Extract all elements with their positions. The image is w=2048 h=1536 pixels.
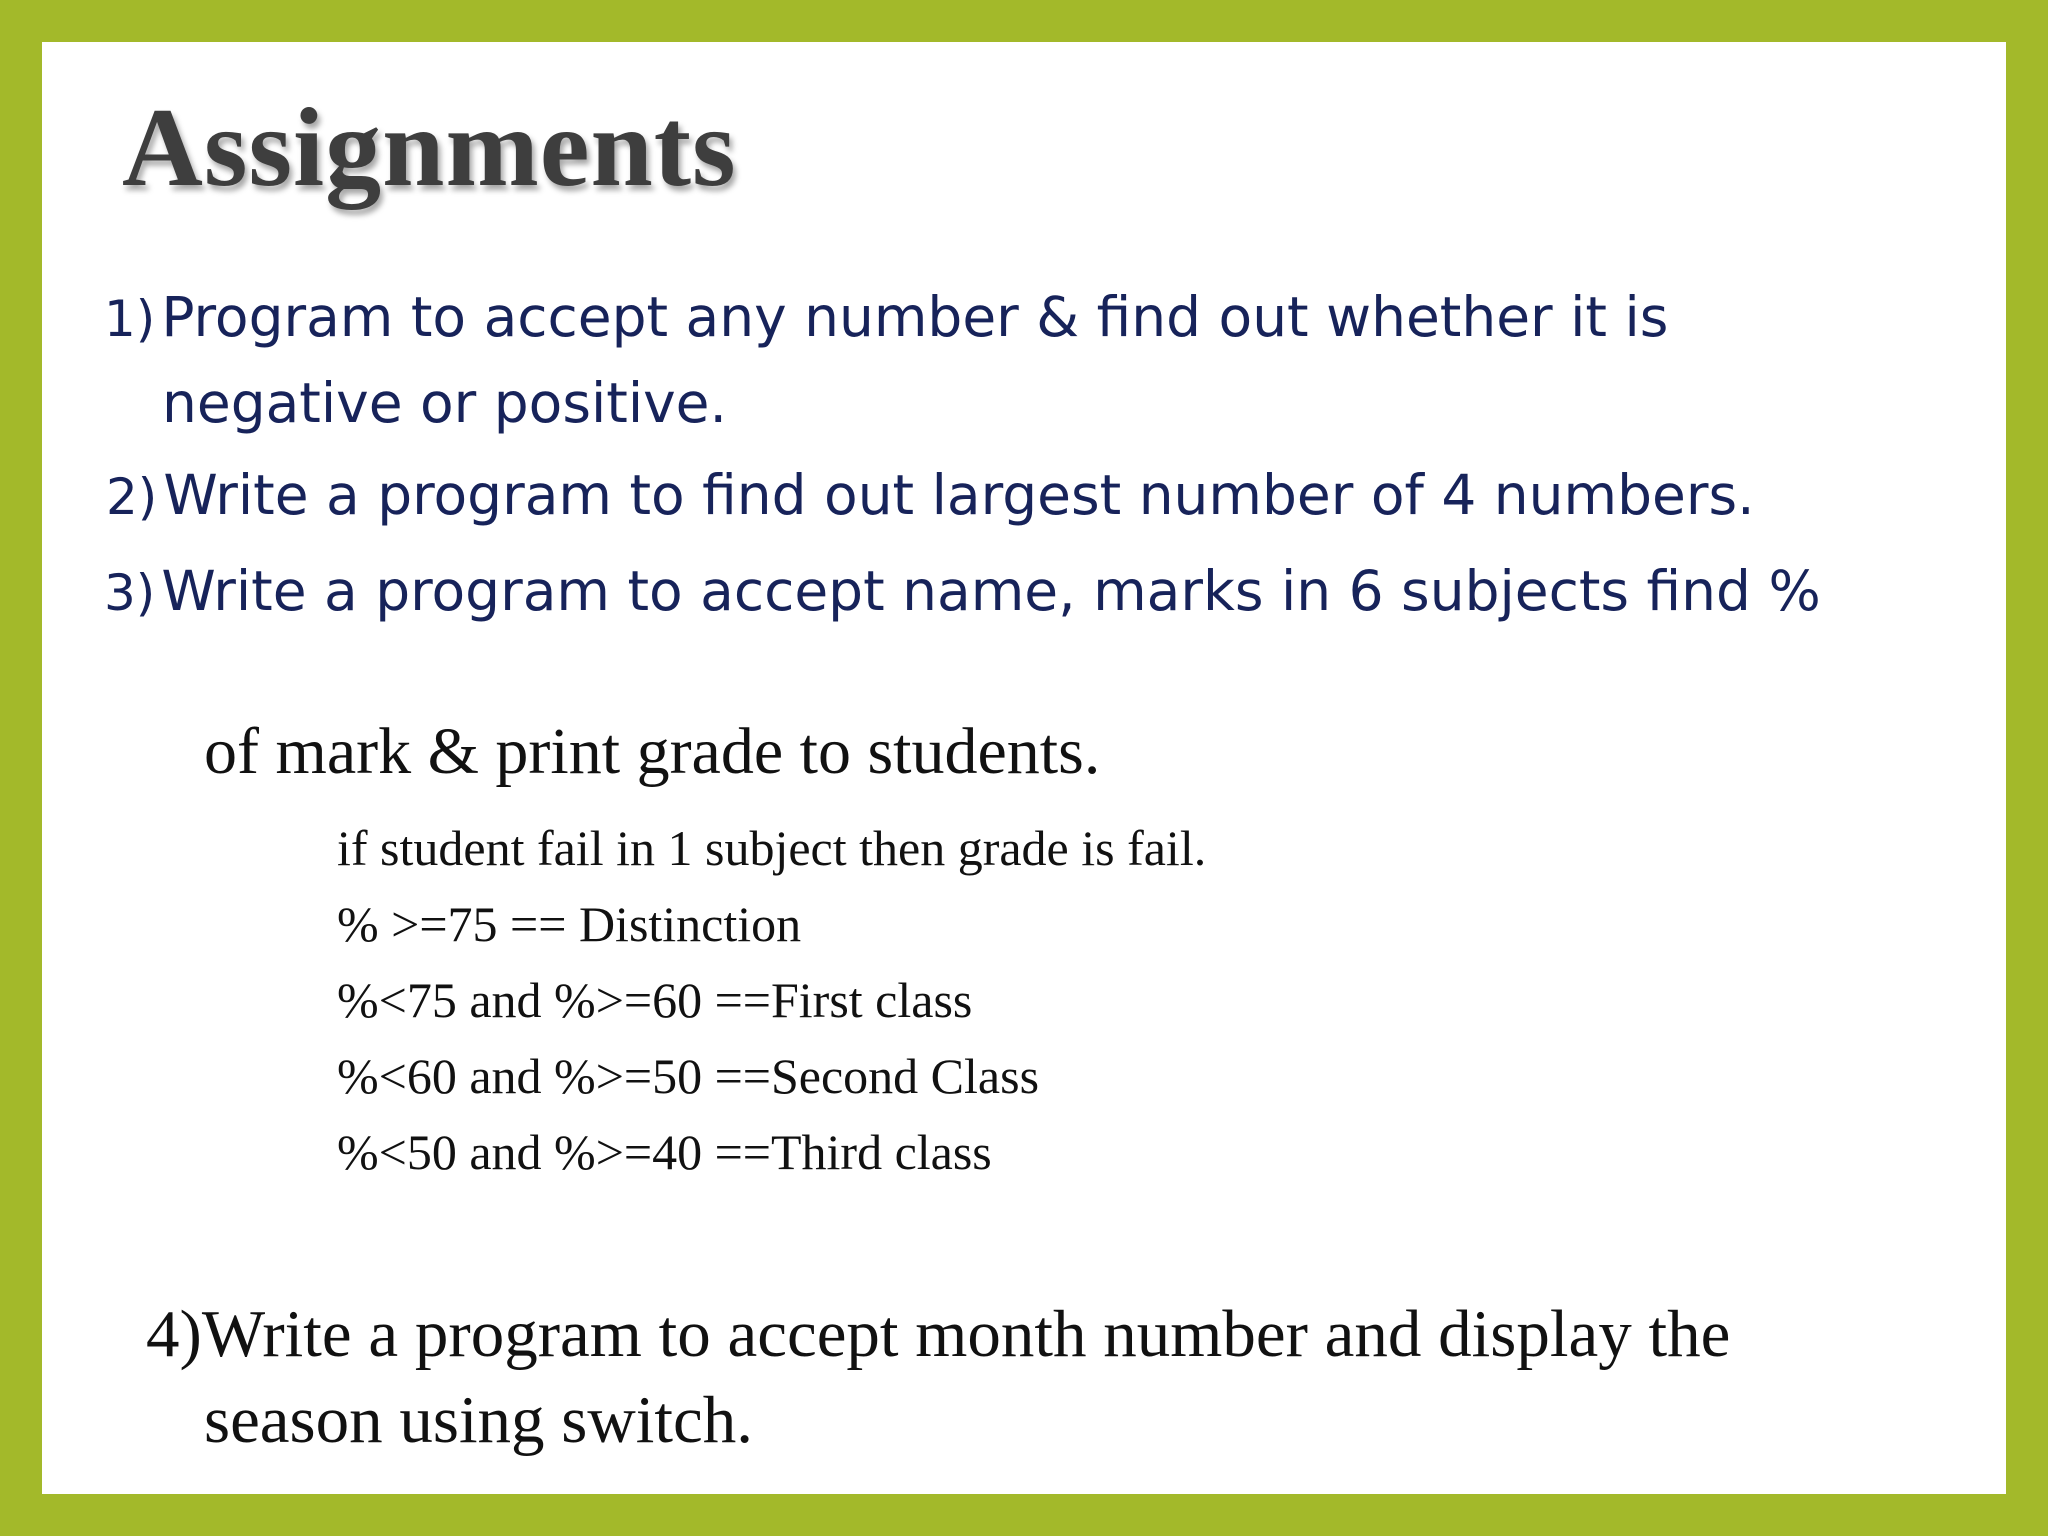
grade-rule: %<75 and %>=60 ==First class	[337, 972, 973, 1028]
slide	[42, 42, 2006, 1494]
grade-rules	[337, 810, 1206, 1190]
grade-rule: %<50 and %>=40 ==Third class	[337, 1124, 992, 1180]
question-4-continuation: season using switch.	[204, 1383, 753, 1457]
question-1	[104, 278, 1668, 358]
grade-rule: %<60 and %>=50 ==Second Class	[337, 1048, 1040, 1104]
question-3-continuation: of mark & print grade to students.	[204, 715, 1101, 788]
question-4	[146, 1296, 1730, 1373]
question-4-number: 4)	[146, 1297, 202, 1371]
question-1-continuation: negative or positive.	[162, 371, 727, 435]
question-3	[104, 552, 1821, 632]
question-1-text: Program to accept any number & find out whether it is	[161, 285, 1669, 349]
slide-title: Assignments	[122, 86, 737, 210]
grade-rule: if student fail in 1 subject then grade is fail.	[337, 820, 1207, 876]
question-3-number: 3)	[104, 564, 156, 622]
question-3-text: Write a program to accept name, marks in 6 subjects find %	[161, 559, 1821, 623]
question-2	[106, 456, 1755, 536]
question-2-number: 2)	[106, 468, 158, 526]
grade-rule: % >=75 == Distinction	[337, 896, 802, 952]
question-2-text: Write a program to find out largest number of 4 numbers.	[163, 463, 1755, 527]
question-1-number: 1)	[104, 290, 156, 348]
question-4-text: Write a program to accept month number and display the	[201, 1297, 1731, 1371]
